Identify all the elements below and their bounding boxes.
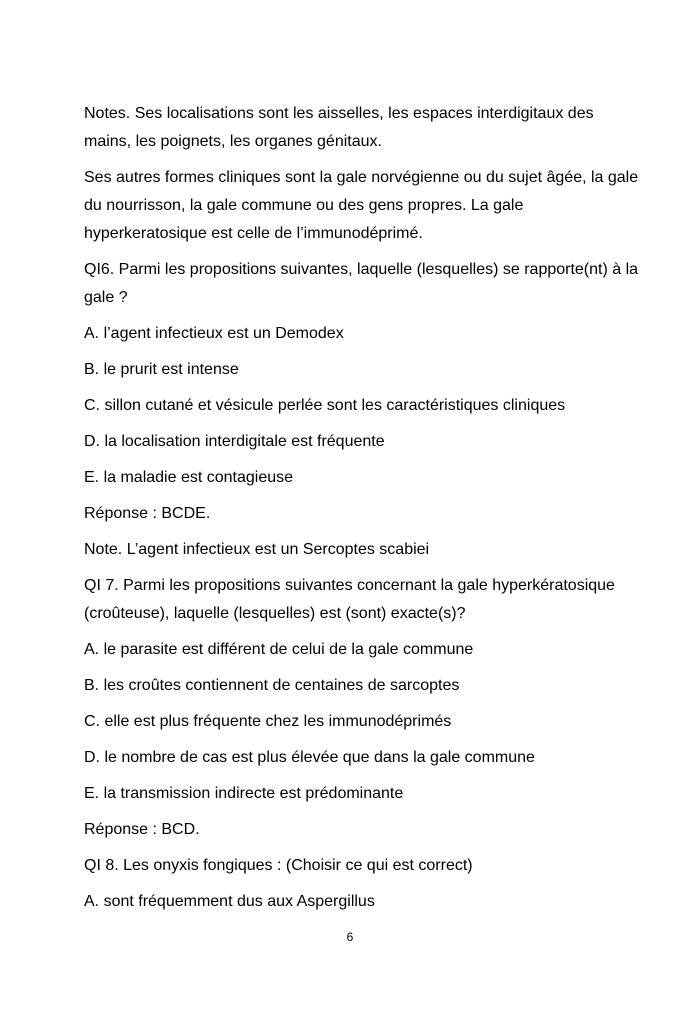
page-body bbox=[84, 100, 644, 924]
qi6-option-a: A. l’agent infectieux est un Demodex bbox=[84, 325, 344, 342]
question-qi8: QI 8. Les onyxis fongiques : (Choisir ce qui est correct) bbox=[84, 857, 473, 874]
notes-paragraph: Notes. Ses localisations sont les aisselles, les espaces interdigitaux des mains, les poignets, les organes génitaux. bbox=[84, 105, 594, 150]
page-number: 6 bbox=[346, 930, 354, 944]
qi7-answer: Réponse : BCD. bbox=[84, 821, 200, 838]
qi6-option-b: B. le prurit est intense bbox=[84, 361, 239, 378]
qi6-option-c: C. sillon cutané et vésicule perlée sont les caractéristiques cliniques bbox=[84, 397, 566, 414]
question-qi7: QI 7. Parmi les propositions suivantes concernant la gale hyperkératosique (croûteuse), laquelle (lesquelles) est (sont) exacte(s)? bbox=[84, 577, 615, 622]
qi7-option-c: C. elle est plus fréquente chez les immunodéprimés bbox=[84, 713, 452, 730]
qi6-option-e: E. la maladie est contagieuse bbox=[84, 469, 294, 486]
qi8-option-a: A. sont fréquemment dus aux Aspergillus bbox=[84, 893, 375, 910]
qi7-option-d: D. le nombre de cas est plus élevée que dans la gale commune bbox=[84, 749, 535, 766]
clinical-forms-paragraph: Ses autres formes cliniques sont la gale norvégienne ou du sujet âgée, la gale du nourrisson, la gale commune ou des gens propres. La gale hyperkeratosique est celle de l’immunodéprimé. bbox=[84, 169, 639, 242]
qi6-option-d: D. la localisation interdigitale est fréquente bbox=[84, 433, 385, 450]
qi7-option-e: E. la transmission indirecte est prédominante bbox=[84, 785, 404, 802]
qi6-note: Note. L’agent infectieux est un Sercoptes scabiei bbox=[84, 541, 430, 558]
question-qi6: QI6. Parmi les propositions suivantes, laquelle (lesquelles) se rapporte(nt) à la gale ? bbox=[84, 261, 639, 306]
qi7-option-a: A. le parasite est différent de celui de la gale commune bbox=[84, 641, 474, 658]
qi7-option-b: B. les croûtes contiennent de centaines de sarcoptes bbox=[84, 677, 460, 694]
qi6-answer: Réponse : BCDE. bbox=[84, 505, 211, 522]
